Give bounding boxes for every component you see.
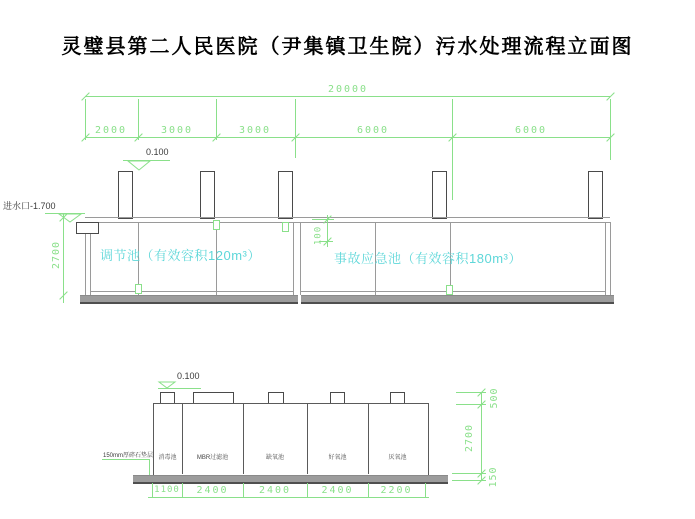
extension-line xyxy=(452,99,453,200)
segment-dim-value: 6000 xyxy=(356,125,390,136)
depth-dim-line xyxy=(63,213,64,303)
segment-dim-value: 3000 xyxy=(160,125,194,136)
height-dim-value: 150 xyxy=(487,466,499,488)
compartment-label: 厌氧池 xyxy=(388,455,407,461)
segment-dim-value: 2000 xyxy=(94,125,128,136)
tank-wall xyxy=(300,222,301,295)
dim-tick-bar xyxy=(425,483,426,498)
tank-label-regulating: 调节池（有效容积120m³） xyxy=(100,248,261,263)
vent-stack xyxy=(200,171,215,219)
tank-bottom-line xyxy=(90,291,293,292)
extension-line xyxy=(85,99,86,140)
leader-line xyxy=(149,459,150,475)
base-slab xyxy=(133,475,448,484)
tank-wall xyxy=(605,222,606,295)
tank-label-emergency: 事故应急池（有效容积180m³） xyxy=(334,251,522,266)
level-marker-icon xyxy=(158,381,176,389)
compartment-divider xyxy=(368,404,369,474)
compartment-divider xyxy=(243,404,244,474)
pipe-sleeve xyxy=(446,285,453,295)
inlet-pipe xyxy=(76,222,99,234)
pipe-sleeve xyxy=(282,222,289,232)
width-dim-value: 1100 xyxy=(154,485,180,495)
height-dim-value: 2700 xyxy=(463,423,475,453)
integrated-tank-body xyxy=(153,403,429,476)
page-title: 灵璧县第二人民医院（尹集镇卫生院）污水处理流程立面图 xyxy=(61,36,634,58)
level-value: 0.100 xyxy=(146,147,169,157)
vent-stack xyxy=(118,171,133,219)
compartment-label: 缺氧池 xyxy=(265,455,284,461)
leader-line xyxy=(102,459,150,460)
extension-line xyxy=(138,99,139,140)
foundation-slab xyxy=(80,295,298,304)
width-dim-value: 2200 xyxy=(380,485,413,496)
segment-dimension-line xyxy=(85,137,610,138)
segment-dim-value: 6000 xyxy=(514,125,548,136)
extension-line xyxy=(295,99,296,158)
bedding-note: 150mm厚碎石垫层 xyxy=(103,453,154,459)
vent-stack xyxy=(432,171,447,219)
curb-dim-value: 100 xyxy=(313,225,323,246)
extension-line xyxy=(610,99,611,160)
level-marker-icon xyxy=(127,160,151,171)
level-value: 0.100 xyxy=(177,371,200,381)
depth-dim-value: 2700 xyxy=(50,240,62,270)
height-dim-value: 500 xyxy=(488,387,500,409)
total-dimension-value: 20000 xyxy=(327,84,369,95)
pipe-sleeve xyxy=(135,284,142,294)
width-dim-value: 2400 xyxy=(258,485,292,496)
total-dimension-line xyxy=(85,96,610,97)
compartment-label: MBR过滤池 xyxy=(196,455,229,461)
segment-dim-value: 3000 xyxy=(238,125,272,136)
tank-rim-line xyxy=(85,222,610,223)
compartment-divider xyxy=(182,404,183,474)
compartment-label: 消毒池 xyxy=(158,455,177,461)
tank-wall xyxy=(610,222,611,295)
curb-dim-ext xyxy=(312,219,334,220)
vent-stack xyxy=(278,171,293,219)
width-dim-value: 2400 xyxy=(321,485,354,496)
tank-wall xyxy=(293,222,294,295)
extension-line xyxy=(216,99,217,140)
width-dim-value: 2400 xyxy=(196,485,229,496)
pipe-sleeve xyxy=(213,220,220,230)
compartment-divider xyxy=(307,404,308,474)
foundation-slab xyxy=(301,295,614,304)
compartment-label: 好氧池 xyxy=(328,455,347,461)
vent-stack xyxy=(588,171,603,219)
tank-rim-line xyxy=(85,217,610,218)
width-dim-line xyxy=(148,497,429,498)
inlet-label: 进水口-1.700 xyxy=(3,201,56,211)
